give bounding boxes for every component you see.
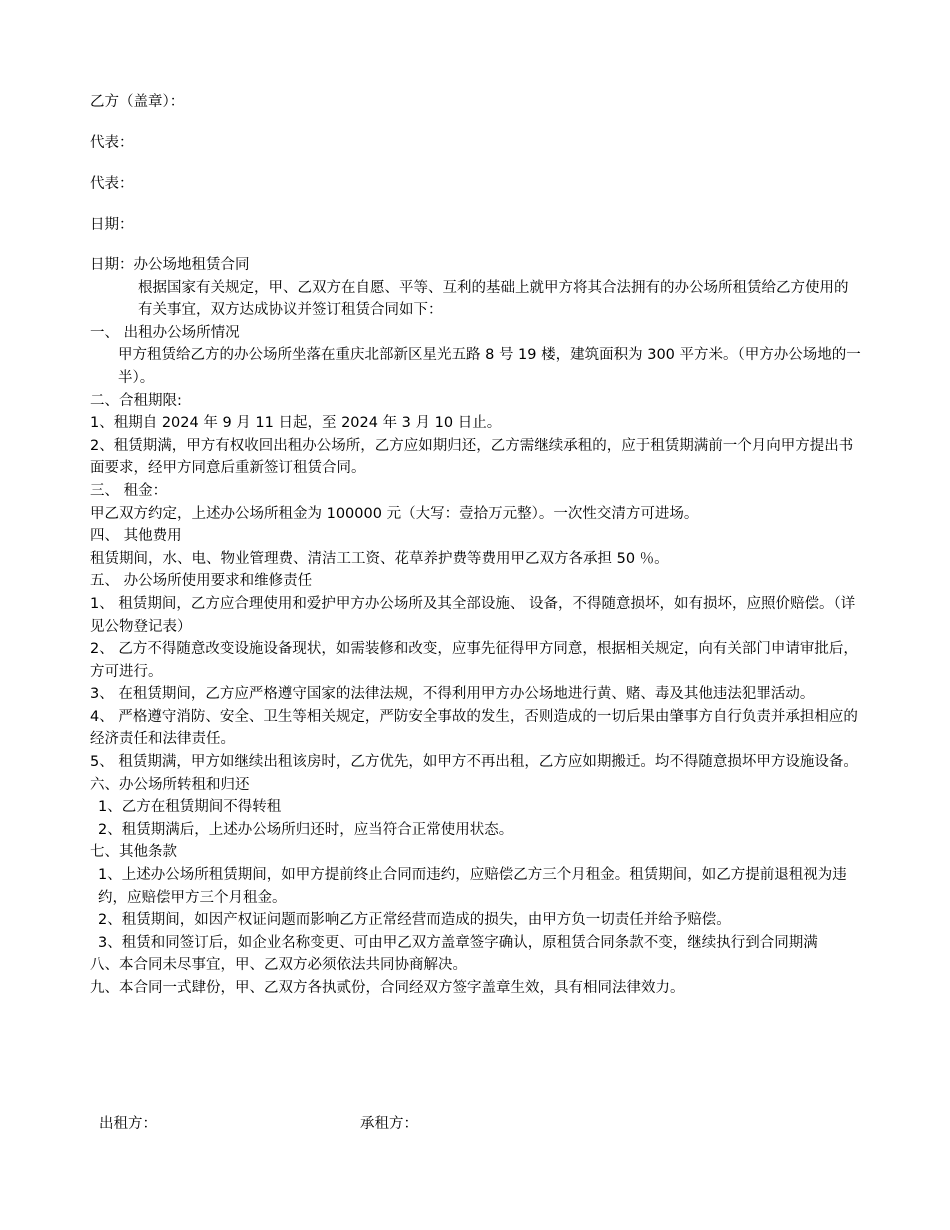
date-line: 日期：	[90, 217, 134, 233]
section-heading: 四、 其他费用	[90, 528, 182, 545]
section-paragraph: 租赁期间，水、电、物业管理费、清洁工工资、花草养护费等费用甲乙双方各承担 50 ％。	[90, 550, 669, 567]
clause-item: 5、 租赁期满，甲方如继续出租该房时，乙方优先，如甲方不再出租，乙方应如期搬迁。均不得随意损坏甲方设施设备。	[90, 754, 858, 771]
section-paragraph: 九、本合同一式肆份，甲、乙双方各执贰份，合同经双方签字盖章生效，具有相同法律效力。	[90, 980, 685, 996]
clause-item: 2、租赁期满后，上述办公场所归还时，应当符合正常使用状态。	[98, 821, 514, 838]
clause-item: 1、 租赁期间，乙方应合理使用和爱护甲方办公场所及其全部设施、 设备，不得随意损坏，如有损坏，应照价赔偿。（详见公物登记表）	[90, 595, 856, 635]
contract-body	[90, 254, 862, 1000]
lessor-signature-label: 出租方：	[99, 1116, 157, 1132]
lessee-signature-label: 承租方：	[360, 1116, 418, 1132]
party-b-seal-line: 乙方（盖章）：	[90, 94, 185, 110]
section-heading: 六、办公场所转租和归还	[90, 776, 250, 793]
section-heading: 七、其他条款	[90, 844, 177, 861]
representative-line: 代表：	[90, 135, 134, 151]
section-heading: 二、合租期限:	[90, 392, 182, 409]
section-paragraph: 甲乙双方约定，上述办公场所租金为 100000 元（大写：壹拾万元整）。一次性交清方可进场。	[90, 505, 699, 522]
clause-item: 2、租赁期满，甲方有权收回出租办公场所，乙方应如期归还，乙方需继续承租的，应于租赁期满前一个月向甲方提出书面要求，经甲方同意后重新签订租赁合同。	[90, 437, 854, 477]
clause-item: 3、 在租赁期间，乙方应严格遵守国家的法律法规，不得利用甲方办公场地进行黄、赌、毒及其他违法犯罪活动。	[90, 686, 815, 703]
section-heading: 三、 租金：	[90, 482, 168, 499]
contract-title: 日期：办公场地租赁合同	[90, 257, 250, 273]
clause-item: 2、 乙方不得随意改变设施设备现状，如需装修和改变，应事先征得甲方同意，根据相关规定，向有关部门申请审批后，方可进行。	[90, 641, 858, 680]
section-paragraph: 八、本合同未尽事宜，甲、乙双方必须依法共同协商解决。	[90, 957, 467, 974]
clause-item: 2、租赁期间，如因产权证问题而影响乙方正常经营而造成的损失，由甲方负一切责任并给予赔偿。	[98, 912, 731, 929]
clause-item: 3、租赁和同签订后，如企业名称变更、可由甲乙双方盖章签字确认，原租赁合同条款不变，继续执行到合同期满	[98, 934, 818, 951]
section-heading: 一、 出租办公场所情况	[90, 324, 240, 341]
representative-line: 代表：	[90, 176, 134, 192]
intro-paragraph: 根据国家有关规定，甲、乙双方在自愿、平等、互利的基础上就甲方将其合法拥有的办公场所租赁给乙方使用的有关事宜，双方达成协议并签订租赁合同如下：	[138, 279, 849, 319]
clause-item: 1、上述办公场所租赁期间，如甲方提前终止合同而违约，应赔偿乙方三个月租金。租赁期间，如乙方提前退租视为违约，应赔偿甲方三个月租金。	[98, 867, 847, 906]
clause-item: 1、乙方在租赁期间不得转租	[98, 799, 282, 816]
clause-item: 4、 严格遵守消防、安全、卫生等相关规定，严防安全事故的发生，否则造成的一切后果由肇事方自行负责并承担相应的经济责任和法律责任。	[90, 708, 858, 748]
section-heading: 五、 办公场所使用要求和维修责任	[90, 573, 313, 590]
section-paragraph: 甲方租赁给乙方的办公场所坐落在重庆北部新区星光五路 8 号 19 楼，建筑面积为 300 平方米。（甲方办公场地的一半）。	[118, 347, 861, 386]
clause-item: 1、租期自 2024 年 9 月 11 日起，至 2024 年 3 月 10 日止。	[90, 415, 502, 432]
